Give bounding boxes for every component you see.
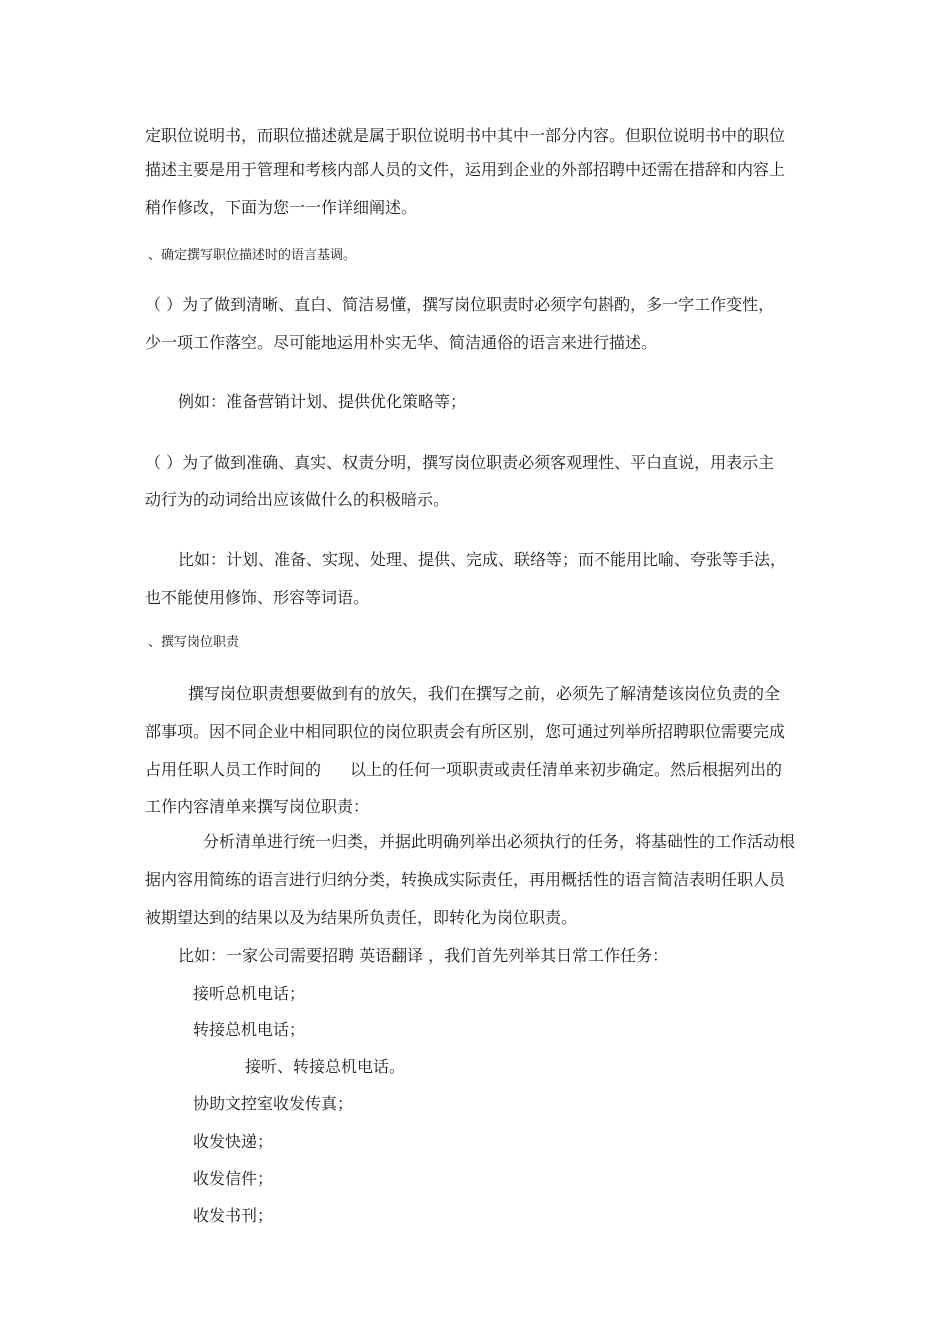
paragraph-line: 动行为的动词给出应该做什么的积极暗示。 [145,490,450,509]
paragraph-line: 少一项工作落空。尽可能地运用朴实无华、简洁通俗的语言来进行描述。 [145,333,658,352]
list-item: 收发信件； [193,1169,274,1188]
paragraph-line: 被期望达到的结果以及为结果所负责任，即转化为岗位职责。 [145,908,578,927]
paragraph-line: 稍作修改，下面为您一一作详细阐述。 [145,198,418,217]
paragraph-line: 分析清单进行统一归类，并据此明确列举出必须执行的任务，将基础性的工作活动根 [203,832,796,851]
paragraph-line: （ ）为了做到准确、真实、权责分明，撰写岗位职责必须客观理性、平白直说，用表示主 [145,453,775,472]
paragraph-line: 部事项。因不同企业中相同职位的岗位职责会有所区别，您可通过列举所招聘职位需要完成 [145,722,786,741]
example-line: 比如：一家公司需要招聘 英语翻译 ，我们首先列举其日常工作任务： [178,946,669,965]
paragraph-line: 描述主要是用于管理和考核内部人员的文件，运用到企业的外部招聘中还需在措辞和内容上 [145,160,786,179]
section-heading: 、确定撰写职位描述时的语言基调。 [148,248,357,263]
paragraph-line: 据内容用简练的语言进行归纳分类，转换成实际责任，再用概括性的语言简洁表明任职人员 [145,870,786,889]
list-item: 收发快递； [193,1132,274,1151]
list-item: 接听总机电话； [193,984,306,1003]
paragraph-line: （ ）为了做到清晰、直白、简洁易懂，撰写岗位职责时必须字句斟酌，多一字工作变性， [145,295,775,314]
paragraph-line: 以上的任何一项职责或责任清单来初步确定。然后根据列出的 [350,760,783,779]
paragraph-line: 也不能使用修饰、形容等词语。 [145,588,370,607]
list-item: 转接总机电话； [193,1020,306,1039]
paragraph-line: 撰写岗位职责想要做到有的放矢，我们在撰写之前，必须先了解清楚该岗位负责的全 [188,684,781,703]
paragraph-line: 定职位说明书，而职位描述就是属于职位说明书中其中一部分内容。但职位说明书中的职位 [145,126,786,145]
paragraph-line: 占用任职人员工作时间的 [145,760,322,779]
list-item: 协助文控室收发传真； [193,1094,354,1113]
section-heading: 、撰写岗位职责 [148,635,240,650]
list-item: 收发书刊； [193,1206,274,1225]
example-line: 例如：准备营销计划、提供优化策略等； [178,392,467,411]
list-item: 接听、转接总机电话。 [245,1057,406,1076]
example-line: 比如：计划、准备、实现、处理、提供、完成、联络等；而不能用比喻、夸张等手法， [178,550,787,569]
paragraph-line: 工作内容清单来撰写岗位职责： [145,797,370,816]
